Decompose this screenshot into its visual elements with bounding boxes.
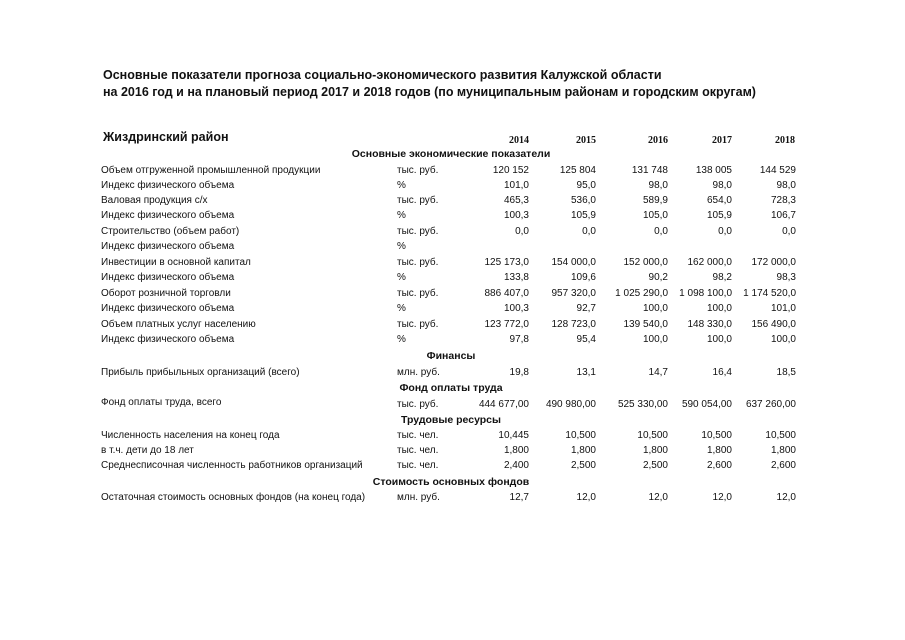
section-assets: Стоимость основных фондов [372,476,530,488]
table-row [0,165,905,180]
cell-2015: 92,7 [576,303,596,314]
year-header-2014: 2014 [509,135,529,146]
district-name: Жиздринский район [103,130,229,144]
row-label: Индекс физического объема [101,334,235,345]
cell-2015: 10,500 [565,430,596,441]
cell-2016: 131 748 [631,165,668,176]
table-row [0,492,905,507]
table-row [0,272,905,287]
cell-2017: 654,0 [706,195,732,206]
cell-2014: 125 173,0 [484,257,529,268]
cell-2017: 1 098 100,0 [679,288,732,299]
row-label: Среднесписочная численность работников организаций [101,460,363,471]
cell-2015: 2,500 [570,460,596,471]
row-label: Объем отгруженной промышленной продукции [101,165,321,176]
row-unit: тыс. руб. [397,165,439,176]
cell-2017: 100,0 [706,334,732,345]
cell-2017: 10,500 [701,430,732,441]
row-label: Численность населения на конец года [101,430,280,441]
section-labor: Трудовые ресурсы [400,414,501,426]
year-header-2016: 2016 [648,135,668,146]
row-unit: % [397,303,406,314]
cell-2014: 465,3 [503,195,529,206]
document-title-line-1: Основные показатели прогноза социально-экономического развития Калужской области [103,68,662,82]
section-economic: Основные экономические показатели [351,148,551,160]
row-unit: % [397,241,406,252]
row-unit: % [397,210,406,221]
cell-2016: 10,500 [637,430,668,441]
cell-2018: 156 490,0 [751,319,796,330]
row-label: Строительство (объем работ) [101,226,240,237]
cell-2017: 148 330,0 [687,319,732,330]
table-row [0,430,905,445]
cell-2017: 98,0 [712,180,732,191]
cell-2015: 490 980,00 [545,399,596,410]
cell-2016: 1,800 [642,445,668,456]
table-row [0,257,905,272]
cell-2016: 589,9 [642,195,668,206]
row-unit: тыс. руб. [397,399,439,410]
table-row [0,210,905,225]
row-label: Индекс физического объема [101,241,235,252]
row-unit: % [397,272,406,283]
cell-2014: 120 152 [492,165,529,176]
section-finance: Финансы [426,350,476,362]
cell-2016: 98,0 [648,180,668,191]
cell-2015: 957 320,0 [551,288,596,299]
cell-2015: 128 723,0 [551,319,596,330]
row-unit: тыс. чел. [397,445,439,456]
cell-2015: 95,0 [576,180,596,191]
cell-2015: 1,800 [570,445,596,456]
table-row [0,303,905,318]
cell-2018: 101,0 [770,303,796,314]
cell-2014: 2,400 [503,460,529,471]
row-unit: % [397,180,406,191]
row-label: Индекс физического объема [101,272,235,283]
cell-2016: 525 330,00 [617,399,668,410]
cell-2018: 12,0 [776,492,796,503]
cell-2016: 100,0 [642,303,668,314]
row-label: Фонд оплаты труда, всего [101,397,222,408]
cell-2015: 13,1 [576,367,596,378]
row-unit: тыс. руб. [397,195,439,206]
table-row [0,180,905,195]
cell-2016: 90,2 [648,272,668,283]
cell-2018: 1 174 520,0 [743,288,796,299]
table-row [0,288,905,303]
cell-2018: 172 000,0 [751,257,796,268]
cell-2014: 100,3 [503,210,529,221]
cell-2014: 123 772,0 [484,319,529,330]
cell-2018: 728,3 [770,195,796,206]
cell-2017: 98,2 [712,272,732,283]
cell-2016: 139 540,0 [623,319,668,330]
row-label: Валовая продукция с/х [101,195,208,206]
cell-2016: 12,0 [648,492,668,503]
cell-2018: 106,7 [770,210,796,221]
cell-2015: 12,0 [576,492,596,503]
cell-2014: 97,8 [509,334,529,345]
cell-2018: 18,5 [776,367,796,378]
cell-2018: 2,600 [770,460,796,471]
cell-2014: 1,800 [503,445,529,456]
cell-2017: 16,4 [712,367,732,378]
cell-2015: 109,6 [570,272,596,283]
table-row [0,195,905,210]
row-label: Остаточная стоимость основных фондов (на конец года) [101,492,366,503]
cell-2014: 12,7 [509,492,529,503]
cell-2016: 152 000,0 [623,257,668,268]
cell-2018: 10,500 [765,430,796,441]
cell-2015: 95,4 [576,334,596,345]
cell-2016: 1 025 290,0 [615,288,668,299]
row-label: Индекс физического объема [101,303,235,314]
table-row [0,397,905,412]
cell-2018: 100,0 [770,334,796,345]
year-header-2018: 2018 [775,135,795,146]
table-row [0,241,905,256]
cell-2015: 125 804 [559,165,596,176]
table-row [0,319,905,334]
row-label: в т.ч. дети до 18 лет [101,445,194,456]
table-row [0,460,905,475]
cell-2016: 2,500 [642,460,668,471]
cell-2017: 0,0 [718,226,732,237]
cell-2018: 144 529 [759,165,796,176]
cell-2016: 14,7 [648,367,668,378]
row-unit: тыс. руб. [397,257,439,268]
row-label: Индекс физического объема [101,180,235,191]
cell-2015: 536,0 [570,195,596,206]
row-label: Прибыль прибыльных организаций (всего) [101,367,300,378]
cell-2014: 100,3 [503,303,529,314]
cell-2016: 100,0 [642,334,668,345]
row-unit: тыс. руб. [397,288,439,299]
row-unit: тыс. руб. [397,226,439,237]
cell-2017: 12,0 [712,492,732,503]
row-label: Индекс физического объема [101,210,235,221]
row-label: Оборот розничной торговли [101,288,231,299]
table-row [0,226,905,241]
year-header-2015: 2015 [576,135,596,146]
row-unit: % [397,334,406,345]
cell-2017: 162 000,0 [687,257,732,268]
row-unit: тыс. руб. [397,319,439,330]
cell-2015: 154 000,0 [551,257,596,268]
cell-2017: 105,9 [706,210,732,221]
cell-2017: 590 054,00 [681,399,732,410]
row-unit: млн. руб. [397,492,440,503]
row-label: Объем платных услуг населению [101,319,256,330]
table-row [0,334,905,349]
cell-2014: 886 407,0 [484,288,529,299]
cell-2018: 98,0 [776,180,796,191]
row-unit: тыс. чел. [397,430,439,441]
cell-2015: 105,9 [570,210,596,221]
cell-2014: 444 677,00 [478,399,529,410]
cell-2016: 0,0 [654,226,668,237]
cell-2016: 105,0 [642,210,668,221]
cell-2018: 1,800 [770,445,796,456]
cell-2018: 98,3 [776,272,796,283]
document-title-line-2: на 2016 год и на плановый период 2017 и 2018 годов (по муниципальным районам и городским округам) [103,85,756,99]
row-unit: тыс. чел. [397,460,439,471]
cell-2014: 10,445 [498,430,529,441]
table-row [0,445,905,460]
cell-2017: 1,800 [706,445,732,456]
row-label: Инвестиции в основной капитал [101,257,251,268]
cell-2014: 19,8 [509,367,529,378]
cell-2014: 101,0 [503,180,529,191]
cell-2017: 138 005 [695,165,732,176]
section-payroll: Фонд оплаты труда [399,382,503,394]
row-unit: млн. руб. [397,367,440,378]
cell-2017: 100,0 [706,303,732,314]
cell-2018: 0,0 [782,226,796,237]
cell-2014: 133,8 [503,272,529,283]
table-row [0,367,905,382]
year-header-2017: 2017 [712,135,732,146]
cell-2014: 0,0 [515,226,529,237]
cell-2018: 637 260,00 [745,399,796,410]
cell-2017: 2,600 [706,460,732,471]
cell-2015: 0,0 [582,226,596,237]
